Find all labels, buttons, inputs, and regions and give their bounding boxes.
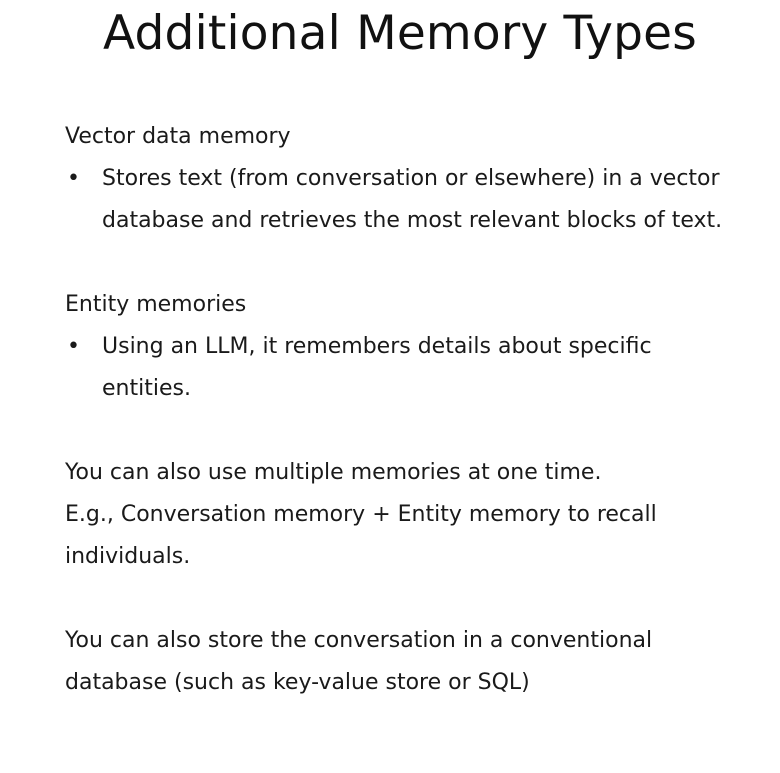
section-entity-memories bbox=[65, 284, 745, 410]
spacer bbox=[65, 410, 745, 452]
slide-body bbox=[65, 116, 745, 704]
paragraph-line: You can also use multiple memories at one time. bbox=[65, 460, 602, 485]
bullet-text: Using an LLM, it remembers details about specific entities. bbox=[102, 334, 652, 401]
paragraph-line: E.g., Conversation memory + Entity memory to recall individuals. bbox=[65, 502, 657, 569]
bullet-text: Stores text (from conversation or elsewhere) in a vector database and retrieves the most relevant blocks of text. bbox=[102, 166, 723, 233]
bullet-icon: • bbox=[67, 334, 80, 359]
section-heading: Vector data memory bbox=[65, 124, 291, 149]
spacer bbox=[65, 242, 745, 284]
section-vector-data-memory bbox=[65, 116, 745, 242]
paragraph-conventional-database bbox=[65, 620, 745, 704]
section-heading: Entity memories bbox=[65, 292, 247, 317]
slide-title: Additional Memory Types bbox=[102, 6, 697, 61]
paragraph-line: You can also store the conversation in a conventional database (such as key-value store or SQL) bbox=[65, 628, 653, 695]
bullet-item bbox=[65, 326, 745, 410]
bullet-icon: • bbox=[67, 166, 80, 191]
bullet-item bbox=[65, 158, 745, 242]
paragraph-multiple-memories bbox=[65, 452, 745, 578]
spacer bbox=[65, 578, 745, 620]
